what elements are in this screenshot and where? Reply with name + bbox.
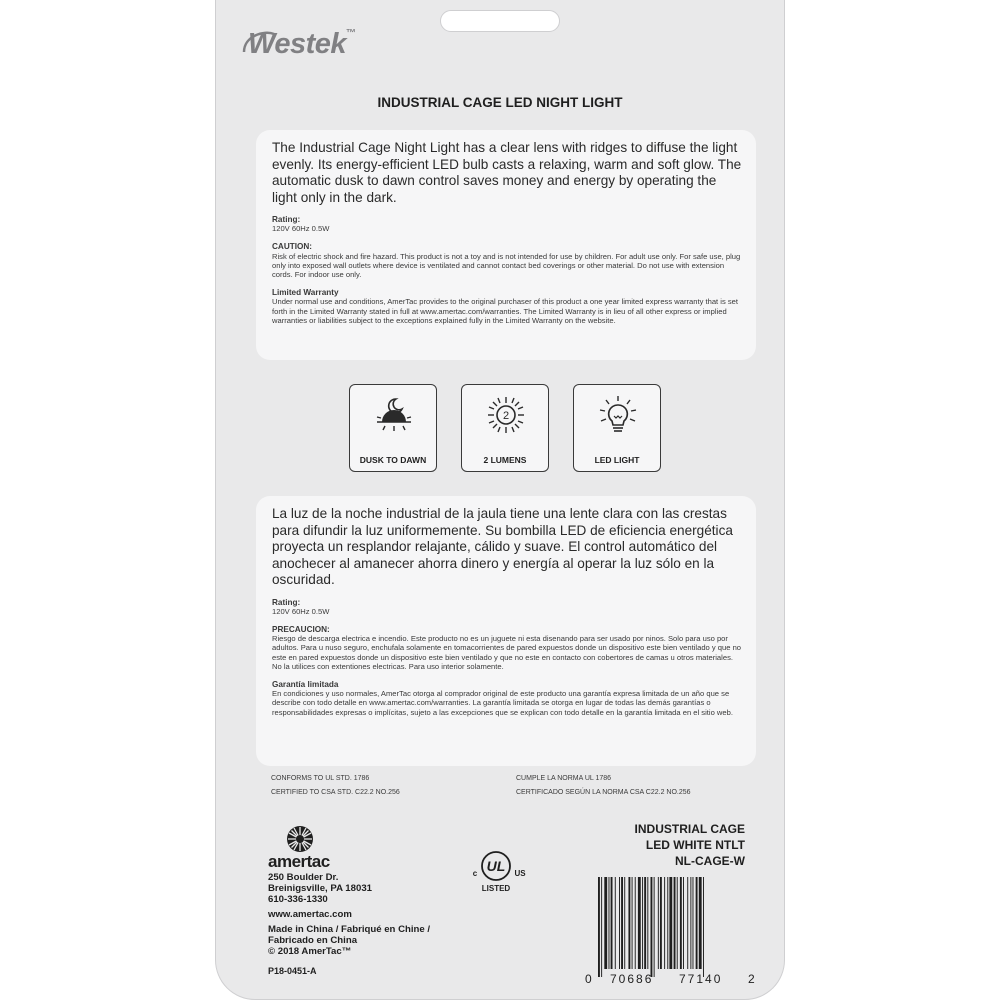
barcode-bar (664, 877, 665, 969)
barcode-bar (611, 877, 613, 969)
upc-barcode (596, 877, 744, 979)
barcode-bar (638, 877, 641, 969)
conformity-spanish: CUMPLE LA NORMA UL 1786 CERTIFICADO SEGÚN LA NORMA CSA C22.2 NO.256 (516, 775, 691, 796)
barcode-bar (604, 877, 607, 969)
svg-text:UL: UL (486, 858, 506, 874)
barcode-bar (683, 877, 684, 969)
barcode-bar (647, 877, 648, 969)
barcode-bar (609, 877, 610, 969)
made-in-statement: Made in China / Fabriqué en Chine / Fabricado en China © 2018 AmerTac™ (268, 924, 431, 957)
barcode-bar (598, 877, 600, 977)
feature-led-light (573, 384, 661, 472)
barcode-bar (674, 877, 676, 969)
barcode-bar (677, 877, 678, 969)
barcode-bar (651, 877, 653, 977)
barcode-bar (632, 877, 633, 969)
feature-label: LED LIGHT (594, 455, 640, 465)
barcode-bar (693, 877, 694, 969)
barcode-bar (628, 877, 630, 969)
feature-label: 2 LUMENS (483, 455, 527, 465)
barcode-bar (660, 877, 662, 969)
feature-2-lumens (461, 384, 549, 472)
barcode-left-group: 70686 (610, 972, 654, 986)
barcode-bar (621, 877, 623, 969)
light-bulb-icon (598, 395, 638, 435)
lumens-number: 2 (502, 410, 510, 422)
barcode-bar (667, 877, 668, 969)
english-caution: CAUTION: Risk of electric shock and fire hazard. This product is not a toy and is not intended for use by children. For adult use only. For safe use, plug only into exposed wall outlets where device is ventilated and cannot contact bed coverings or other material. Do not use with extension cords. For indoor use only. (272, 242, 741, 280)
barcode-bar (642, 877, 643, 969)
barcode-bar (687, 877, 688, 969)
product-identifier: INDUSTRIAL CAGE LED WHITE NTLT NL-CAGE-W (634, 822, 745, 868)
spanish-warranty: Garantía limitada En condiciones y uso normales, AmerTac otorga al comprador original de este producto una garantía expresa limitada de un año que se describe con todo detalle en www.amertac.com/warranties. La garantía limitada se otorga en lugar de todas las demás garantías o responsabilidades expresas o implícitas, sujeto a las excepciones que se explican con todo detalle en la garantía limitada en el sitio web. (272, 679, 733, 717)
svg-text:US: US (514, 869, 526, 878)
page-title: INDUSTRIAL CAGE LED NIGHT LIGHT (377, 95, 623, 110)
barcode-bar (615, 877, 616, 969)
lumens-sun-icon (486, 395, 526, 435)
barcode-right-group: 77140 (679, 972, 723, 986)
barcode-bar (601, 877, 602, 977)
barcode-bar (696, 877, 698, 969)
spanish-description-panel (256, 496, 756, 766)
english-warranty: Limited Warranty Under normal use and conditions, AmerTac provides to the original purchaser of this product a one year limited express warranty that is set forth in the Limited Warranty stated in full at www.amertac.com/warranties. The Limited Warranty is in lieu of all other express or implied warranties or liabilities subject to the exceptions explained fully in the Limited Warranty on the website. (272, 288, 738, 325)
barcode-bar (669, 877, 672, 969)
barcode-bar (690, 877, 691, 969)
barcode-bar (699, 877, 702, 969)
spanish-rating: Rating: 120V 60Hz 0.5W (272, 597, 330, 616)
ul-listed-label: LISTED (481, 884, 511, 893)
moon-sunset-icon (374, 395, 414, 435)
barcode-bar (680, 877, 682, 969)
barcode-bar (619, 877, 620, 969)
conformity-english: CONFORMS TO UL STD. 1786 CERTIFIED TO CSA STD. C22.2 NO.256 (271, 775, 400, 796)
barcode-bar (703, 877, 704, 977)
english-description-panel (256, 130, 756, 360)
barcode-bar (658, 877, 659, 969)
barcode-bar (644, 877, 646, 969)
spanish-caution: PRECAUCION: Riesgo de descarga electrica e incendio. Este producto no es un juguete ni esta disenando para ser usado por ninos. Solo para uso por adultos. Para u nuso seguro, enchufala solamente en tomacorrientes de pared expuestos donde un dispositivo este bien ventilado y que no este en pared expuestos donde un dispositivo este bien ventilado y que no este en contacto con cobertores de camas u otros materiales. No la utilices con extentiones electricas. Para uso interior solamente. (272, 624, 742, 671)
company-name: amertac (268, 852, 330, 871)
hang-slot (440, 10, 560, 32)
feature-dusk-to-dawn (349, 384, 437, 472)
company-website: www.amertac.com (268, 909, 352, 920)
barcode-check-digit: 2 (748, 972, 755, 986)
company-address: 250 Boulder Dr. Breinigsville, PA 18031 610-336-1330 (268, 872, 372, 905)
english-lead-text: The Industrial Cage Night Light has a clear lens with ridges to diffuse the light evenly. Its energy-efficient LED bulb casts a relaxing, warm and soft glow. The automatic dusk to dawn control saves money and energy by operating the light only in the dark. (272, 140, 742, 205)
english-rating: Rating: 120V 60Hz 0.5W (272, 215, 330, 234)
westek-logo: Westek™ (248, 28, 356, 60)
amertac-logo-icon (285, 824, 315, 854)
svg-text:c: c (472, 869, 478, 878)
barcode-bar (624, 877, 625, 969)
feature-label: DUSK TO DAWN (359, 455, 427, 465)
barcode-bar (635, 877, 636, 969)
barcode-first-digit: 0 (585, 972, 592, 986)
part-code: P18-0451-A (268, 966, 317, 976)
barcode-bar (654, 877, 655, 977)
spanish-lead-text: La luz de la noche industrial de la jaula tiene una lente clara con las crestas para difundir la luz uniformemente. Su bombilla LED de eficiencia energética proyecta un resplandor relajante, cálido y suave. El control automático del anochecer al amanecer ahorra dinero y energía al operar la luz sólo en la oscuridad. (272, 506, 733, 587)
